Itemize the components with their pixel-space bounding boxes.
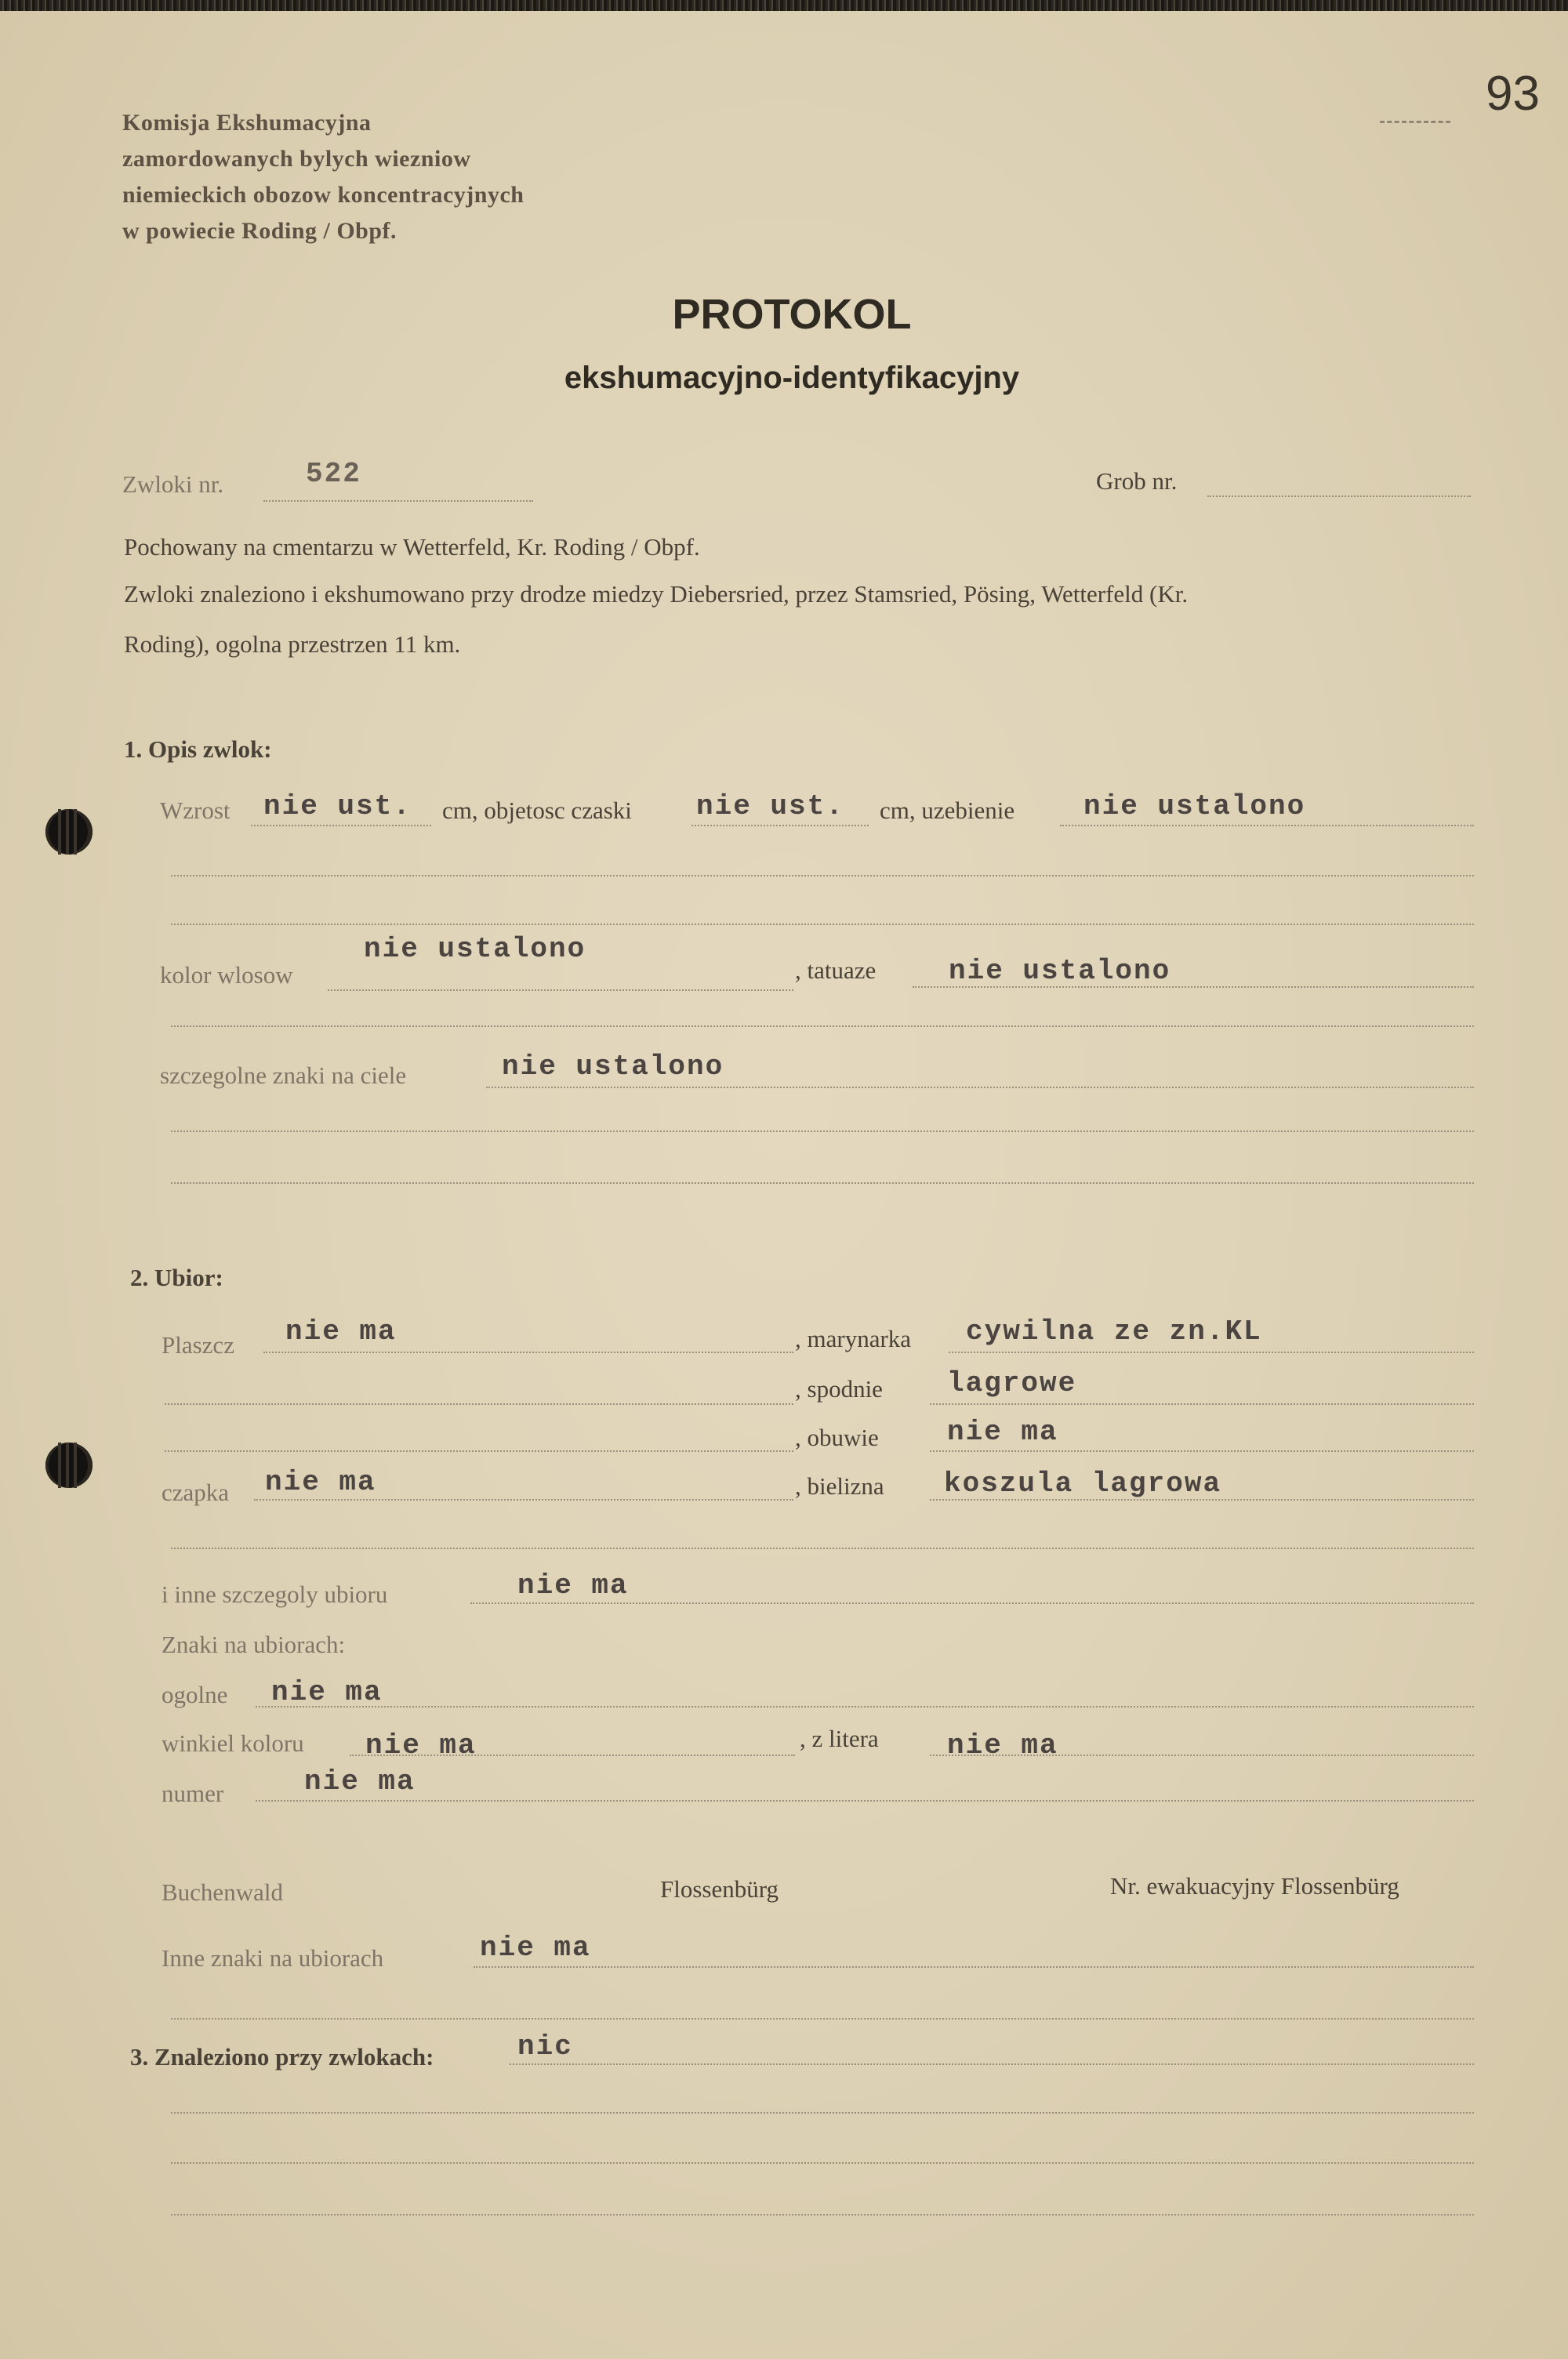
marynarka-value: cywilna ze zn.KL	[966, 1316, 1262, 1348]
czapka-value: nie ma	[265, 1466, 376, 1498]
protocol-sheet	[0, 11, 1568, 2359]
found-text-1: Zwloki znaleziono i ekshumowano przy drodze miedzy Diebersried, przez Stamsried, Pösing, Wetterfeld (Kr.	[124, 580, 1189, 608]
section-1-heading: 1. Opis zwlok:	[124, 735, 272, 763]
org-line-4: w powiecie Roding / Obpf.	[122, 218, 397, 244]
punch-hole-bottom	[45, 1443, 93, 1488]
page-number: 93	[1486, 67, 1540, 121]
section-3-heading: 3. Znaleziono przy zwlokach:	[130, 2043, 434, 2070]
ogolne-label: ogolne	[162, 1681, 228, 1708]
wzrost-value: nie ust.	[263, 790, 412, 822]
scan-top-edge	[0, 0, 1568, 11]
tatuaze-value: nie ustalono	[949, 955, 1171, 987]
numer-value: nie ma	[304, 1766, 416, 1798]
buchenwald-label: Buchenwald	[162, 1878, 283, 1906]
znaki-ubiorach-heading: Znaki na ubiorach:	[162, 1631, 346, 1658]
ogolne-value: nie ma	[271, 1676, 383, 1708]
znaki-ciele-value: nie ustalono	[502, 1051, 724, 1083]
document-title: PROTOKOL	[672, 291, 912, 338]
czaszka-value: nie ust.	[696, 790, 844, 822]
obuwie-value: nie ma	[947, 1416, 1058, 1448]
inne-znaki-label: Inne znaki na ubiorach	[162, 1944, 384, 1972]
grob-label: Grob nr.	[1096, 467, 1178, 495]
obuwie-label: , obuwie	[795, 1424, 879, 1451]
tatuaze-label: , tatuaze	[795, 956, 877, 984]
inne-szczegoly-value: nie ma	[517, 1570, 629, 1602]
inne-szczegoly-label: i inne szczegoly ubioru	[162, 1581, 388, 1608]
bielizna-label: , bielizna	[795, 1472, 884, 1500]
org-line-3: niemieckich obozow koncentracyjnych	[122, 182, 524, 208]
wzrost-label: Wzrost	[160, 797, 230, 824]
inne-znaki-value: nie ma	[480, 1932, 591, 1964]
nr-ewakuacyjny-label: Nr. ewakuacyjny Flossenbürg	[1110, 1872, 1399, 1900]
punch-hole-top	[45, 809, 93, 855]
marynarka-label: , marynarka	[795, 1325, 912, 1352]
zwloki-label: Zwloki nr.	[122, 470, 224, 498]
uzebienie-value: nie ustalono	[1083, 790, 1306, 822]
document-subtitle: ekshumacyjno-identyfikacyjny	[564, 361, 1020, 395]
org-line-1: Komisja Ekshumacyjna	[122, 110, 372, 136]
czapka-label: czapka	[162, 1479, 230, 1506]
section-3-value: nic	[517, 2031, 573, 2063]
numer-label: numer	[162, 1780, 224, 1807]
plaszcz-label: Plaszcz	[162, 1331, 234, 1359]
pencil-mark	[1380, 121, 1450, 123]
winkiel-value: nie ma	[365, 1729, 477, 1762]
flossenburg-label: Flossenbürg	[660, 1875, 779, 1903]
plaszcz-value: nie ma	[285, 1316, 397, 1348]
winkiel-label: winkiel koloru	[162, 1729, 304, 1757]
zwloki-value: 522	[306, 458, 361, 490]
cm-objetosc-label: cm, objetosc czaski	[442, 797, 632, 824]
spodnie-label: , spodnie	[795, 1375, 883, 1403]
section-2-heading: 2. Ubior:	[130, 1264, 223, 1291]
litera-label: , z litera	[800, 1725, 879, 1752]
cm-uzebienie-label: cm, uzebienie	[880, 797, 1015, 824]
org-line-2: zamordowanych bylych wiezniow	[122, 146, 471, 172]
znaki-ciele-label: szczegolne znaki na ciele	[160, 1062, 407, 1089]
kolor-label: kolor wlosow	[160, 961, 293, 989]
found-text-2: Roding), ogolna przestrzen 11 km.	[124, 630, 461, 658]
bielizna-value: koszula lagrowa	[944, 1468, 1222, 1500]
spodnie-value: lagrowe	[947, 1367, 1077, 1399]
burial-text: Pochowany na cmentarzu w Wetterfeld, Kr. Roding / Obpf.	[124, 533, 700, 561]
kolor-value: nie ustalono	[364, 933, 586, 965]
litera-value: nie ma	[947, 1729, 1058, 1762]
